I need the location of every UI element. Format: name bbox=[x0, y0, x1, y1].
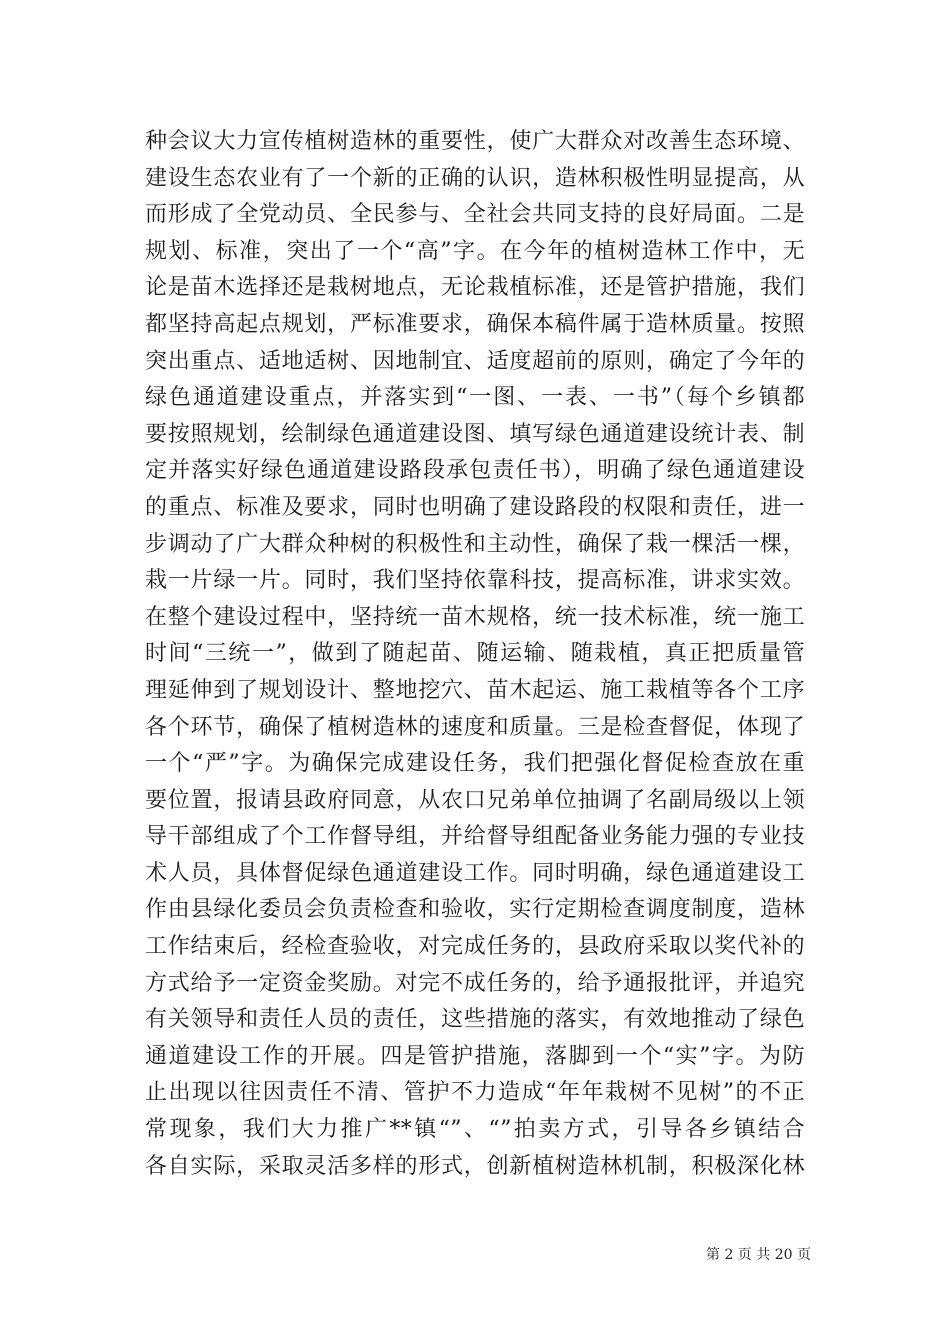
text-line: 论是苗木选择还是栽树地点，无论栽植标准，还是管护措施，我们 bbox=[145, 275, 805, 301]
text-line: 术人员，具体督促绿色通道建设工作。同时明确，绿色通道建设工 bbox=[145, 860, 805, 886]
text-line: 有关领导和责任人员的责任，这些措施的落实，有效地推动了绿色 bbox=[145, 1007, 805, 1033]
text-line: 突出重点、适地适树、因地制宜、适度超前的原则，确定了今年的 bbox=[145, 348, 805, 374]
text-line: 的重点、标准及要求，同时也明确了建设路段的权限和责任，进一 bbox=[145, 494, 805, 520]
text-line: 理延伸到了规划设计、整地挖穴、苗木起运、施工栽植等各个工序 bbox=[145, 677, 805, 703]
text-line: 种会议大力宣传植树造林的重要性，使广大群众对改善生态环境、 bbox=[145, 129, 805, 154]
text-line: 通道建设工作的开展。四是管护措施，落脚到一个“实”字。为防 bbox=[145, 1043, 805, 1069]
text-line: 导干部组成了个工作督导组，并给督导组配备业务能力强的专业技 bbox=[145, 824, 805, 850]
text-line: 常现象，我们大力推广**镇“”、“”拍卖方式，引导各乡镇结合 bbox=[145, 1117, 805, 1143]
text-line: 要位置，报请县政府同意，从农口兄弟单位抽调了名副局级以上领 bbox=[145, 787, 805, 813]
text-line: 方式给予一定资金奖励。对完不成任务的，给予通报批评，并追究 bbox=[145, 970, 805, 996]
text-line: 都坚持高起点规划，严标准要求，确保本稿件属于造林质量。按照 bbox=[145, 311, 805, 337]
text-line: 建设生态农业有了一个新的正确的认识，造林积极性明显提高，从 bbox=[145, 165, 805, 191]
text-line: 时间“三统一”，做到了随起苗、随运输、随栽植，真正把质量管 bbox=[145, 641, 805, 667]
text-line: 止出现以往因责任不清、管护不力造成“年年栽树不见树”的不正 bbox=[145, 1080, 805, 1106]
text-line: 要按照规划，绘制绿色通道建设图、填写绿色通道建设统计表、制 bbox=[145, 421, 805, 447]
text-line: 栽一片绿一片。同时，我们坚持依靠科技，提高标准，讲求实效。 bbox=[145, 568, 805, 594]
text-line: 工作结束后，经检查验收，对完成任务的，县政府采取以奖代补的 bbox=[145, 934, 805, 960]
text-line: 规划、标准，突出了一个“高”字。在今年的植树造林工作中，无 bbox=[145, 238, 805, 264]
text-line: 在整个建设过程中，坚持统一苗木规格，统一技术标准，统一施工 bbox=[145, 604, 805, 630]
text-line: 作由县绿化委员会负责检查和验收，实行定期检查调度制度，造林 bbox=[145, 897, 805, 923]
text-line: 各个环节，确保了植树造林的速度和质量。三是检查督促，体现了 bbox=[145, 714, 805, 740]
text-line: 绿色通道建设重点，并落实到“一图、一表、一书”（每个乡镇都 bbox=[145, 385, 805, 411]
text-line: 各自实际，采取灵活多样的形式，创新植树造林机制，积极深化林 bbox=[145, 1153, 805, 1179]
page-number: 第 2 页 共 20 页 bbox=[706, 1247, 811, 1263]
text-line: 一个“严”字。为确保完成建设任务，我们把强化督促检查放在重 bbox=[145, 751, 805, 777]
text-line: 而形成了全党动员、全民参与、全社会共同支持的良好局面。二是 bbox=[145, 202, 805, 228]
text-line: 定并落实好绿色通道建设路段承包责任书），明确了绿色通道建设 bbox=[145, 458, 805, 484]
body-text bbox=[145, 124, 805, 1185]
text-line: 步调动了广大群众种树的积极性和主动性，确保了栽一棵活一棵， bbox=[145, 531, 805, 557]
